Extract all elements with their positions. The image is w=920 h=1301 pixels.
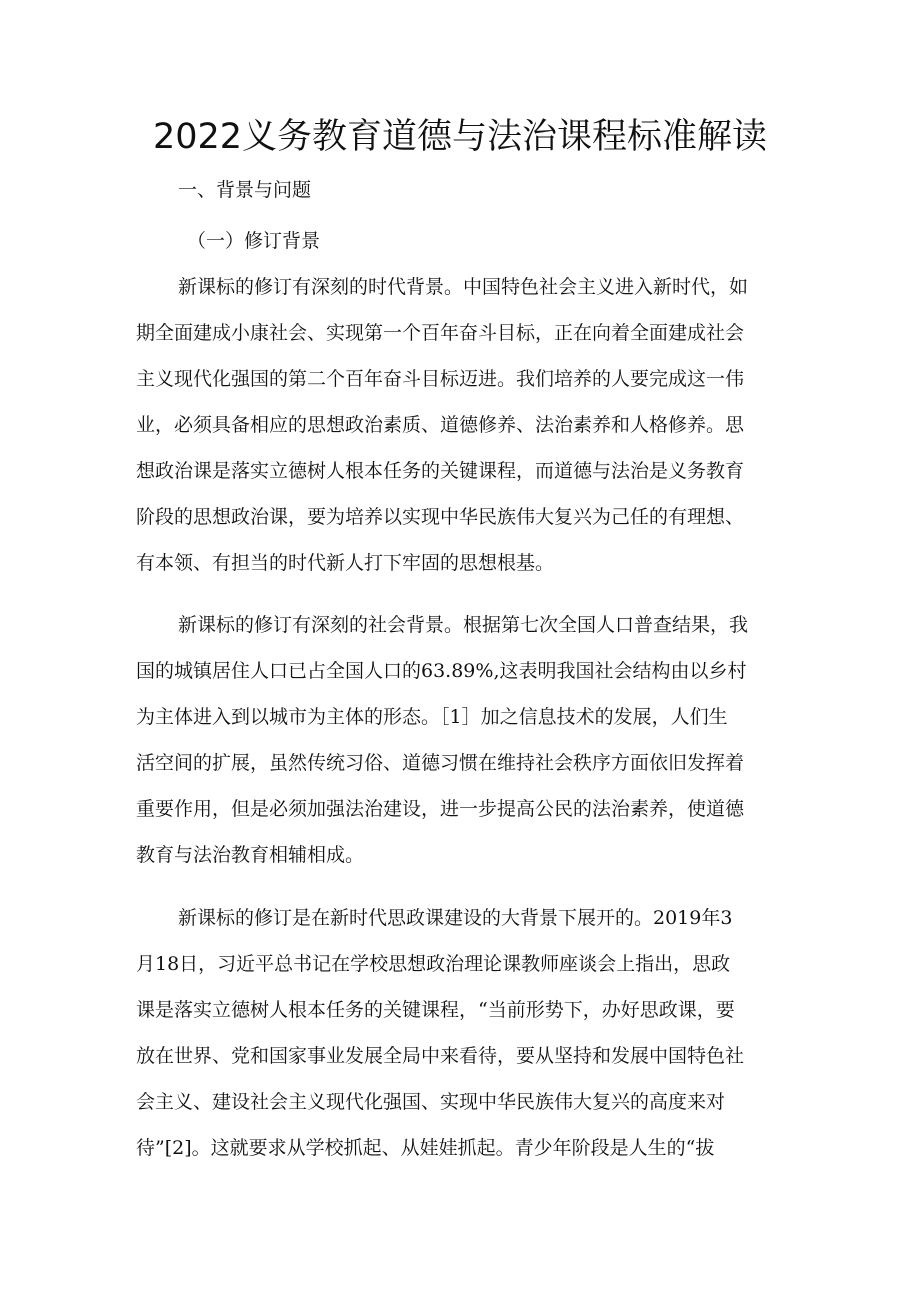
paragraph-social-background <box>136 610 786 886</box>
paragraph-line: 主义现代化强国的第二个百年奋斗目标迈进。我们培养的人要完成这一伟 <box>136 368 745 390</box>
paragraph-line: 阶段的思想政治课，要为培养以实现中华民族伟大复兴为己任的有理想、 <box>136 506 745 528</box>
paragraph-line: 想政治课是落实立德树人根本任务的关键课程，而道德与法治是义务教育 <box>136 460 745 482</box>
paragraph-line: 会主义、建设社会主义现代化强国、实现中华民族伟大复兴的高度来对 <box>136 1091 726 1113</box>
paragraph-line: 期全面建成小康社会、实现第一个百年奋斗目标，正在向着全面建成社会 <box>136 322 745 344</box>
document-title: 2022义务教育道德与法治课程标准解读 <box>152 117 768 157</box>
paragraph-line: 活空间的扩展，虽然传统习俗、道德习惯在维持社会秩序方面依旧发挥着 <box>136 752 745 774</box>
paragraph-line: 有本领、有担当的时代新人打下牢固的思想根基。 <box>136 552 555 574</box>
paragraph-line: 新课标的修订有深刻的时代背景。中国特色社会主义进入新时代，如 <box>178 276 749 298</box>
paragraph-line: 课是落实立德树人根本任务的关键课程，“当前形势下，办好思政课，要 <box>136 999 735 1021</box>
paragraph-ideological-course-background <box>136 903 786 1179</box>
paragraph-line: 放在世界、党和国家事业发展全局中来看待，要从坚持和发展中国特色社 <box>136 1045 745 1067</box>
paragraph-line: 教育与法治教育相辅相成。 <box>136 844 365 866</box>
paragraph-era-background <box>136 272 786 594</box>
paragraph-line: 重要作用，但是必须加强法治建设，进一步提高公民的法治素养，使道德 <box>136 798 745 820</box>
section-heading: 一、背景与问题 <box>178 179 312 201</box>
paragraph-line: 为主体进入到以城市为主体的形态。［1］加之信息技术的发展，人们生 <box>136 706 728 728</box>
paragraph-line: 国的城镇居住人口已占全国人口的63.89%,这表明我国社会结构由以乡村 <box>136 660 747 682</box>
paragraph-line: 月18日，习近平总书记在学校思想政治理论课教师座谈会上指出，思政 <box>136 953 731 975</box>
paragraph-line: 新课标的修订有深刻的社会背景。根据第七次全国人口普查结果，我 <box>178 614 749 636</box>
paragraph-line: 待”[2]。这就要求从学校抓起、从娃娃抓起。青少年阶段是人生的“拔 <box>136 1137 715 1159</box>
paragraph-line: 业，必须具备相应的思想政治素质、道德修养、法治素养和人格修养。思 <box>136 414 745 436</box>
paragraph-line: 新课标的修订是在新时代思政课建设的大背景下展开的。2019年3 <box>178 907 733 929</box>
subsection-heading: （一）修订背景 <box>187 230 321 252</box>
